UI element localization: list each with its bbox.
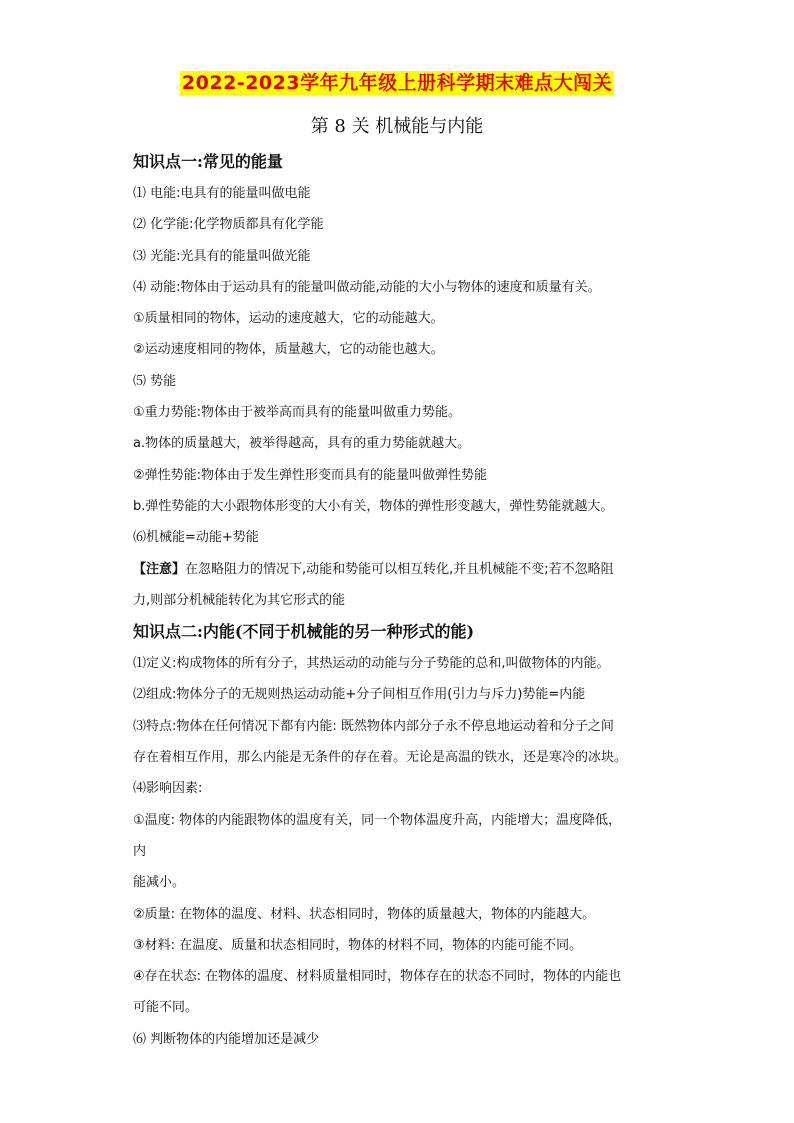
- paragraph-line: ①质量相同的物体，运动的速度越大，它的动能越大。: [133, 311, 444, 327]
- paragraph-line: ⑷ 动能:物体由于运动具有的能量叫做动能,动能的大小与物体的速度和质量有关。: [133, 279, 601, 295]
- paragraph-line: ⑶ 光能:光具有的能量叫做光能: [133, 248, 311, 264]
- paragraph-line: 内: [133, 843, 147, 859]
- paragraph-line: ⑷影响因素:: [133, 781, 203, 797]
- paragraph-line: ⑵组成:物体分子的无规则热运动动能+分子间相互作用(引力与斥力)势能=内能: [133, 687, 586, 703]
- paragraph-line: ②运动速度相同的物体，质量越大，它的动能也越大。: [133, 342, 444, 358]
- note-label: 【注意】: [133, 561, 186, 577]
- paragraph-line: ②质量: 在物体的温度、材料、状态相同时，物体的质量越大，物体的内能越大。: [133, 906, 596, 922]
- section-heading-1: 知识点一:常见的能量: [133, 152, 283, 171]
- paragraph-line: 能减小。: [133, 875, 186, 891]
- document-body: [133, 146, 673, 1055]
- paragraph-line: b.弹性势能的大小跟物体形变的大小有关，物体的弹性形变越大，弹性势能就越大。: [133, 498, 614, 514]
- paragraph-line: ⑴ 电能:电具有的能量叫做电能: [133, 186, 311, 201]
- document-title: 2022-2023学年九年级上册科学期末难点大闯关: [181, 72, 613, 94]
- paragraph-line: ⑸ 势能: [133, 373, 177, 389]
- note-text: 在忽略阻力的情况下,动能和势能可以相互转化,并且机械能不变;若不忽略阻: [185, 561, 614, 577]
- paragraph-line: ⑴定义:构成物体的所有分子，其热运动的动能与分子势能的总和,叫做物体的内能。: [133, 656, 610, 672]
- paragraph-line: ⑵ 化学能:化学物质都具有化学能: [133, 217, 324, 233]
- document-title-banner: [0, 68, 794, 95]
- note-line: [133, 554, 673, 585]
- paragraph-line: 可能不同。: [133, 1000, 199, 1016]
- paragraph-line: ⑹ 判断物体的内能增加还是减少: [133, 1031, 320, 1047]
- paragraph-line: ①温度: 物体的内能跟物体的温度有关，同一个物体温度升高，内能增大；温度降低，: [133, 812, 622, 828]
- section-heading-2: 知识点二:内能(不同于机械能的另一种形式的能): [133, 622, 475, 642]
- chapter-subtitle: 第 8 关 机械能与内能: [310, 116, 484, 137]
- paragraph-line: 存在着相互作用，那么内能是无条件的存在着。无论是高温的铁水，还是寒冷的冰块。: [133, 750, 628, 766]
- note-line-continued: 力,则部分机械能转化为其它形式的能: [133, 592, 346, 608]
- paragraph-line: ③材料: 在温度、质量和状态相同时，物体的材料不同，物体的内能可能不同。: [133, 937, 583, 953]
- paragraph-line: ⑹机械能=动能+势能: [133, 530, 259, 546]
- paragraph-line: ②弹性势能:物体由于发生弹性形变而具有的能量叫做弹性势能: [133, 467, 488, 483]
- paragraph-line: ⑶特点:物体在任何情况下都有内能: 既然物体内部分子永不停息地运动着和分子之间: [133, 718, 614, 734]
- paragraph-line: a.物体的质量越大，被举得越高，具有的重力势能就越大。: [133, 436, 471, 452]
- paragraph-line: ④存在状态: 在物体的温度、材料质量相同时，物体存在的状态不同时，物体的内能也: [133, 969, 622, 985]
- paragraph-line: ①重力势能:物体由于被举高而具有的能量叫做重力势能。: [133, 405, 462, 421]
